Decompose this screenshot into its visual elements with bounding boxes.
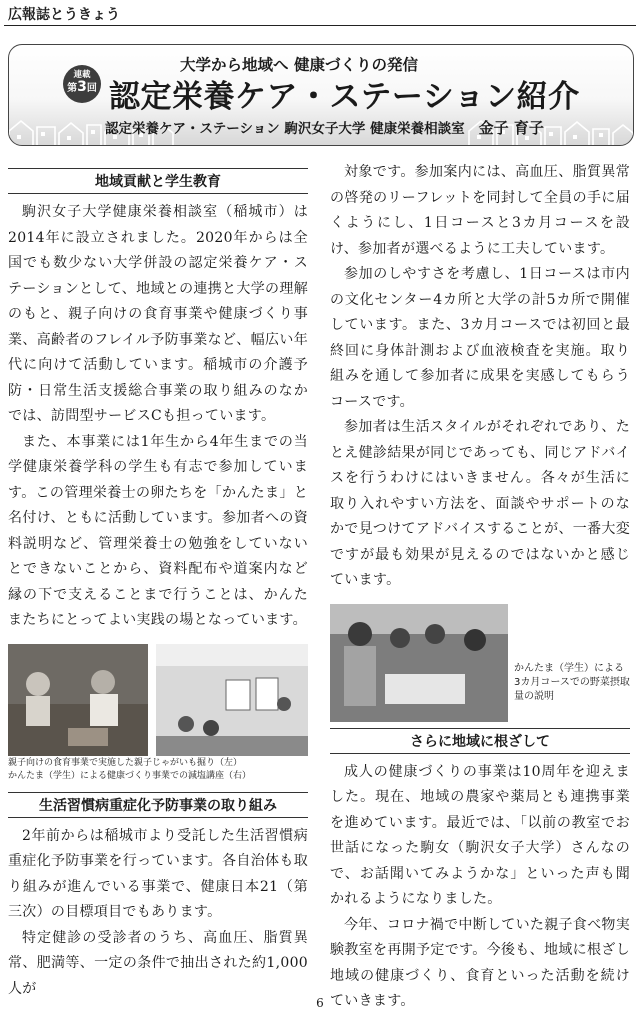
publication-label: 広報誌とうきょう <box>8 7 120 23</box>
section3-paragraph: 成人の健康づくりの事業は10周年を迎えました。現在、地域の農家や薬局とも連携事業を進めています。最近では、「以前の教室でお世話になった駒女（駒沢女子大学）さんなので、お話聞いてみようかな」といった声も聞かれるようになりました。 <box>330 763 630 907</box>
section-heading-community: 地域貢献と学生教育 <box>8 168 308 194</box>
series-banner <box>8 44 634 146</box>
photo-caption-right: かんたま（学生）による健康づくり事業での減塩講座（右） <box>8 770 252 781</box>
page-number: 6 <box>316 996 324 1010</box>
potato-digging-photo <box>8 644 148 756</box>
section1-paragraph: 駒沢女子大学健康栄養相談室（稲城市）は2014年に設立されました。2020年からは全国でも数少ない大学併設の認定栄養ケア・ステーションとして、地域との連携と大学の理解のもと、親子向けの食育事業や健康づくり事業、高齢者のフレイル予防事業など、幅広い年代に向けて活動しています。稲城市の介護予防・日常生活支援総合事業の取り組みのなかでは、訪問型サービスCも担っています。 <box>8 204 308 424</box>
right-paragraph: 参加者は生活スタイルがそれぞれであり、たとえ健診結果が同じであっても、同じアドバイスを行うわけにはいきません。各々が生活に取り入れやすい方法を、面談やサポートのなかで見つけてアドバイスすることが、一番大変ですが最も効果が見えるのではないかと感じています。 <box>330 419 630 588</box>
header-rule <box>4 25 636 26</box>
section3-paragraph: 今年、コロナ禍で中断していた親子食べ物実験教室を再開予定です。今後も、地域に根ざし地域の健康づくり、食育といった活動を続けていきます。 <box>330 916 630 1009</box>
left-column <box>8 162 308 1002</box>
author-name: 金子 育子 <box>478 119 544 137</box>
photo-row <box>8 644 308 756</box>
section2-paragraph: 2年前からは稲城市より受託した生活習慣病重症化予防事業を行っています。各自治体も取り組みが進んでいる事業で、健康日本21（第三次）の目標項目でもあります。 <box>8 827 308 920</box>
vegetable-explanation-photo <box>330 604 508 722</box>
right-column <box>330 160 630 1015</box>
photo-caption-left: 親子向けの食育事業で実施した親子じゃがいも掘り（左） <box>8 757 243 768</box>
section-heading-rooted: さらに地域に根ざして <box>330 728 630 754</box>
section2-paragraph: 特定健診の受診者のうち、高血圧、脂質異常、肥満等、一定の条件で抽出された約1,000人が <box>8 929 308 997</box>
section-heading-prevention: 生活習慣病重症化予防事業の取り組み <box>8 792 308 818</box>
author-affiliation: 認定栄養ケア・ステーション 駒沢女子大学 健康栄養相談室 <box>105 121 465 137</box>
badge-episode: 第3回 <box>67 79 97 95</box>
banner-author <box>105 117 544 138</box>
series-number-badge <box>63 65 101 103</box>
right-paragraph: 参加のしやすさを考慮し、1日コースは市内の文化センター4カ所と大学の計5カ所で開催しています。また、3カ月コースでは初回と最終回に身体計測および血液検査を実施。取り組みを通して参加者に成果を実感してもらうコースです。 <box>330 266 630 410</box>
banner-title: 認定栄養ケア・ステーション紹介 <box>109 79 580 115</box>
section1-paragraph: また、本事業には1年生から4年生までの当学健康栄養学科の学生も有志で参加しています。この管理栄養士の卵たちを「かんたま」と名付け、ともに活動しています。参加者への資料説明など、管理栄養士の勉強をしていないとできないことから、資料配布や道案内など縁の下で支えることまで行うことは、かんたまたちにとってよい実践の場となっています。 <box>8 433 308 628</box>
continued-paragraph: 対象です。参加案内には、高血圧、脂質異常の啓発のリーフレットを同封して全員の手に届くようにし、1日コースと3カ月コースを設け、参加者が選べるように工夫しています。 <box>330 164 630 257</box>
badge-series-label: 連載 <box>73 70 91 80</box>
right-photo-caption: かんたま（学生）による3カ月コースでの野菜摂取量の説明 <box>514 662 630 702</box>
vegetable-explanation-figure <box>330 604 630 722</box>
banner-subtitle: 大学から地域へ 健康づくりの発信 <box>180 56 418 74</box>
salt-reduction-lecture-photo <box>156 644 308 756</box>
